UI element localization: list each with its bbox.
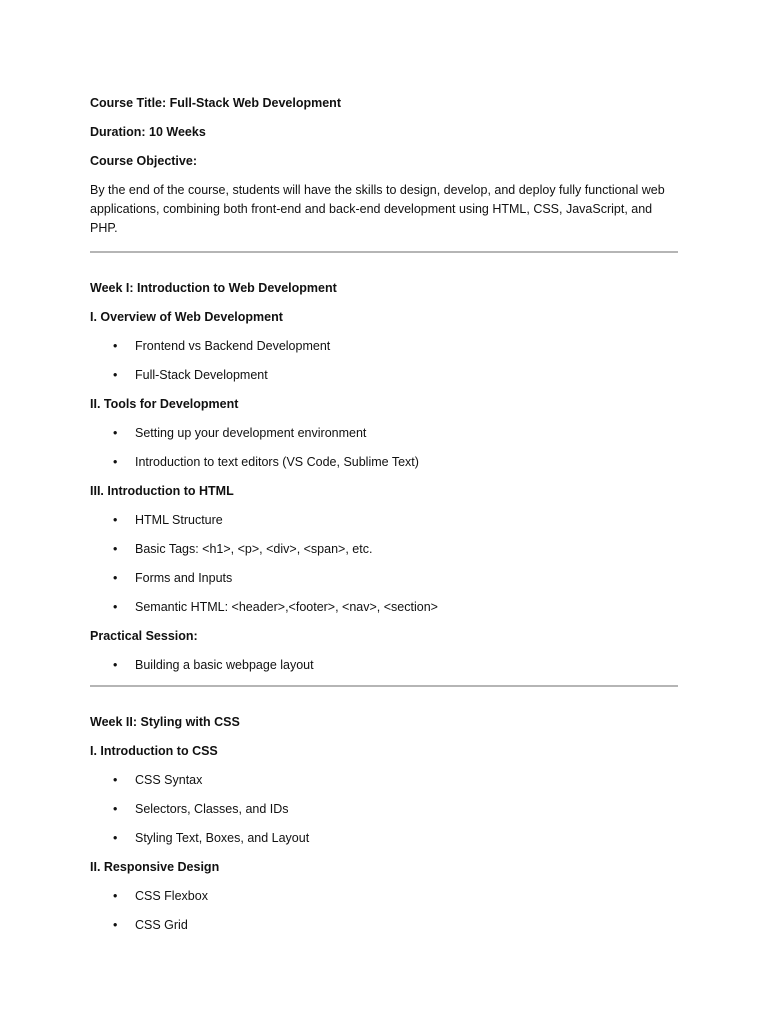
week-1-section-2-heading: II. Tools for Development bbox=[90, 397, 239, 411]
list-item-text: Selectors, Classes, and IDs bbox=[135, 802, 289, 816]
objective-heading: Course Objective: bbox=[90, 154, 197, 168]
course-title: Course Title: Full-Stack Web Development bbox=[90, 96, 341, 110]
bullet-icon: • bbox=[113, 513, 118, 527]
bullet-icon: • bbox=[113, 368, 118, 382]
list-item bbox=[90, 424, 678, 442]
list-item bbox=[90, 916, 678, 934]
week-1-section-2-list bbox=[90, 424, 678, 471]
list-item-text: Forms and Inputs bbox=[135, 571, 233, 585]
list-item-text: Frontend vs Backend Development bbox=[135, 339, 331, 353]
list-item-text: CSS Syntax bbox=[135, 773, 203, 787]
list-item bbox=[90, 771, 678, 789]
list-item-text: Introduction to text editors (VS Code, Sublime Text) bbox=[135, 455, 419, 469]
week-2-section-1-heading: I. Introduction to CSS bbox=[90, 744, 218, 758]
list-item bbox=[90, 569, 678, 587]
bullet-icon: • bbox=[113, 455, 118, 469]
list-item-text: HTML Structure bbox=[135, 513, 223, 527]
bullet-icon: • bbox=[113, 542, 118, 556]
bullet-icon: • bbox=[113, 802, 118, 816]
week-1-section-3-heading: III. Introduction to HTML bbox=[90, 484, 234, 498]
week-1-section-1-heading: I. Overview of Web Development bbox=[90, 310, 283, 324]
list-item-text: Building a basic webpage layout bbox=[135, 658, 314, 672]
bullet-icon: • bbox=[113, 889, 118, 903]
objective-text: By the end of the course, students will have the skills to design, develop, and deploy fully functional web applications, combining both front-end and back-end development using HTML, CSS, JavaScript, and PHP. bbox=[90, 183, 665, 235]
list-item bbox=[90, 366, 678, 384]
list-item bbox=[90, 800, 678, 818]
week-2-title: Week II: Styling with CSS bbox=[90, 715, 240, 729]
section-divider bbox=[90, 251, 678, 253]
list-item-text: Basic Tags: <h1>, <p>, <div>, <span>, etc. bbox=[135, 542, 373, 556]
list-item-text: CSS Flexbox bbox=[135, 889, 208, 903]
course-duration: Duration: 10 Weeks bbox=[90, 125, 206, 139]
bullet-icon: • bbox=[113, 773, 118, 787]
bullet-icon: • bbox=[113, 831, 118, 845]
list-item bbox=[90, 453, 678, 471]
list-item-text: Setting up your development environment bbox=[135, 426, 367, 440]
practical-session-list bbox=[90, 656, 678, 674]
week-1-title: Week I: Introduction to Web Development bbox=[90, 281, 337, 295]
document-content bbox=[90, 94, 678, 945]
list-item-text: Full-Stack Development bbox=[135, 368, 268, 382]
list-item bbox=[90, 598, 678, 616]
week-2-section-1-list bbox=[90, 771, 678, 847]
week-1-section-3-list bbox=[90, 511, 678, 616]
bullet-icon: • bbox=[113, 426, 118, 440]
practical-session-heading: Practical Session: bbox=[90, 629, 198, 643]
list-item-text: CSS Grid bbox=[135, 918, 188, 932]
list-item bbox=[90, 511, 678, 529]
bullet-icon: • bbox=[113, 918, 118, 932]
list-item bbox=[90, 887, 678, 905]
bullet-icon: • bbox=[113, 571, 118, 585]
list-item bbox=[90, 656, 678, 674]
bullet-icon: • bbox=[113, 600, 118, 614]
bullet-icon: • bbox=[113, 658, 118, 672]
week-1-section-1-list bbox=[90, 337, 678, 384]
list-item bbox=[90, 337, 678, 355]
list-item-text: Semantic HTML: <header>,<footer>, <nav>, <section> bbox=[135, 600, 438, 614]
section-divider bbox=[90, 685, 678, 687]
week-2-section-2-list bbox=[90, 887, 678, 934]
list-item bbox=[90, 829, 678, 847]
bullet-icon: • bbox=[113, 339, 118, 353]
list-item-text: Styling Text, Boxes, and Layout bbox=[135, 831, 310, 845]
list-item bbox=[90, 540, 678, 558]
week-2-section-2-heading: II. Responsive Design bbox=[90, 860, 220, 874]
